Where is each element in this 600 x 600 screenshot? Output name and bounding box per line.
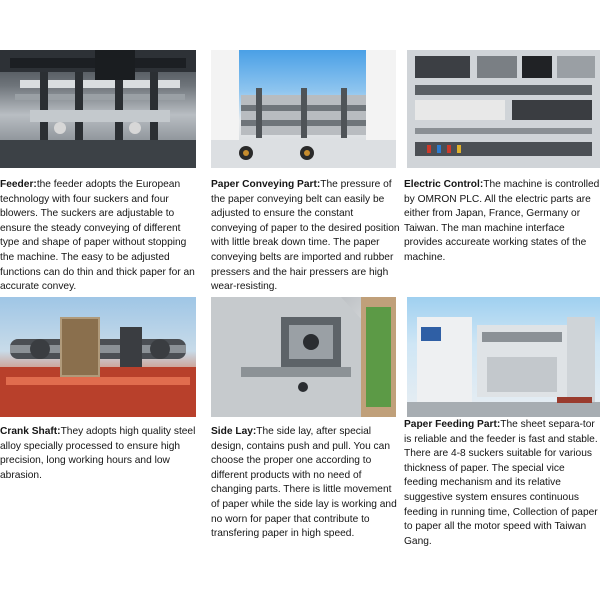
paper-conveying-photo [211, 50, 396, 168]
feeder-photo [0, 50, 196, 168]
paper-feeding-caption [404, 418, 600, 549]
paper-conveying-title: Paper Conveying Part: [211, 179, 321, 190]
side-lay-title: Side Lay: [211, 426, 257, 437]
crank-shaft-photo [0, 297, 196, 417]
crank-shaft-title: Crank Shaft: [0, 426, 61, 437]
paper-conveying-caption [211, 178, 401, 295]
electric-control-title: Electric Control: [404, 179, 484, 190]
feeder-title: Feeder: [0, 179, 37, 190]
side-lay-photo [211, 297, 396, 417]
electric-control-text: The machine is controlled by OMRON PLC. All the electric parts are either from Japan, France, Germany or Taiwan. The man machine interface provides accureate working states of the machine. [404, 179, 600, 263]
side-lay-text: The side lay, after special design, contains push and pull. You can choose the proper one according to different products with no need of changing parts. There is little movement of paper while the side lay is working and no worn for paper that contribute to transfering paper in high speed. [211, 426, 397, 540]
electric-control-photo [407, 50, 600, 168]
feeder-caption [0, 178, 196, 295]
side-lay-caption [211, 425, 401, 542]
paper-conveying-text: The pressure of the paper conveying belt can easily be adjusted to ensure the constant conveying of paper to the desired position with little break down time. The paper conveying belts are imported and rubber pressers and the hair pressers are high wear-resisting. [211, 179, 400, 293]
crank-shaft-caption [0, 425, 196, 483]
paper-feeding-title: Paper Feeding Part: [404, 419, 501, 430]
paper-feeding-photo [407, 297, 600, 417]
electric-control-caption [404, 178, 600, 266]
paper-feeding-text: The sheet separa-tor is reliable and the feeder is fast and stable. There are 4-8 suckers suitable for various thickness of paper. The special vice feeding mechanism and its relative suggestive system ensures continuous feeding in running time, Collection of paper to paper all the motor speed with Taiwan Gang. [404, 419, 598, 547]
crank-shaft-text: They adopts high quality steel alloy specially processed to ensure high precision, long working hours and low abrasion. [0, 426, 196, 481]
feeder-text: the feeder adopts the European technology with four suckers and four blowers. The suckers are adjustable to ensure the steady conveying of different type and shape of paper without stopping the machine. The easy to be adjusted functions can do thin and thick paper for an accurate convey. [0, 179, 195, 293]
